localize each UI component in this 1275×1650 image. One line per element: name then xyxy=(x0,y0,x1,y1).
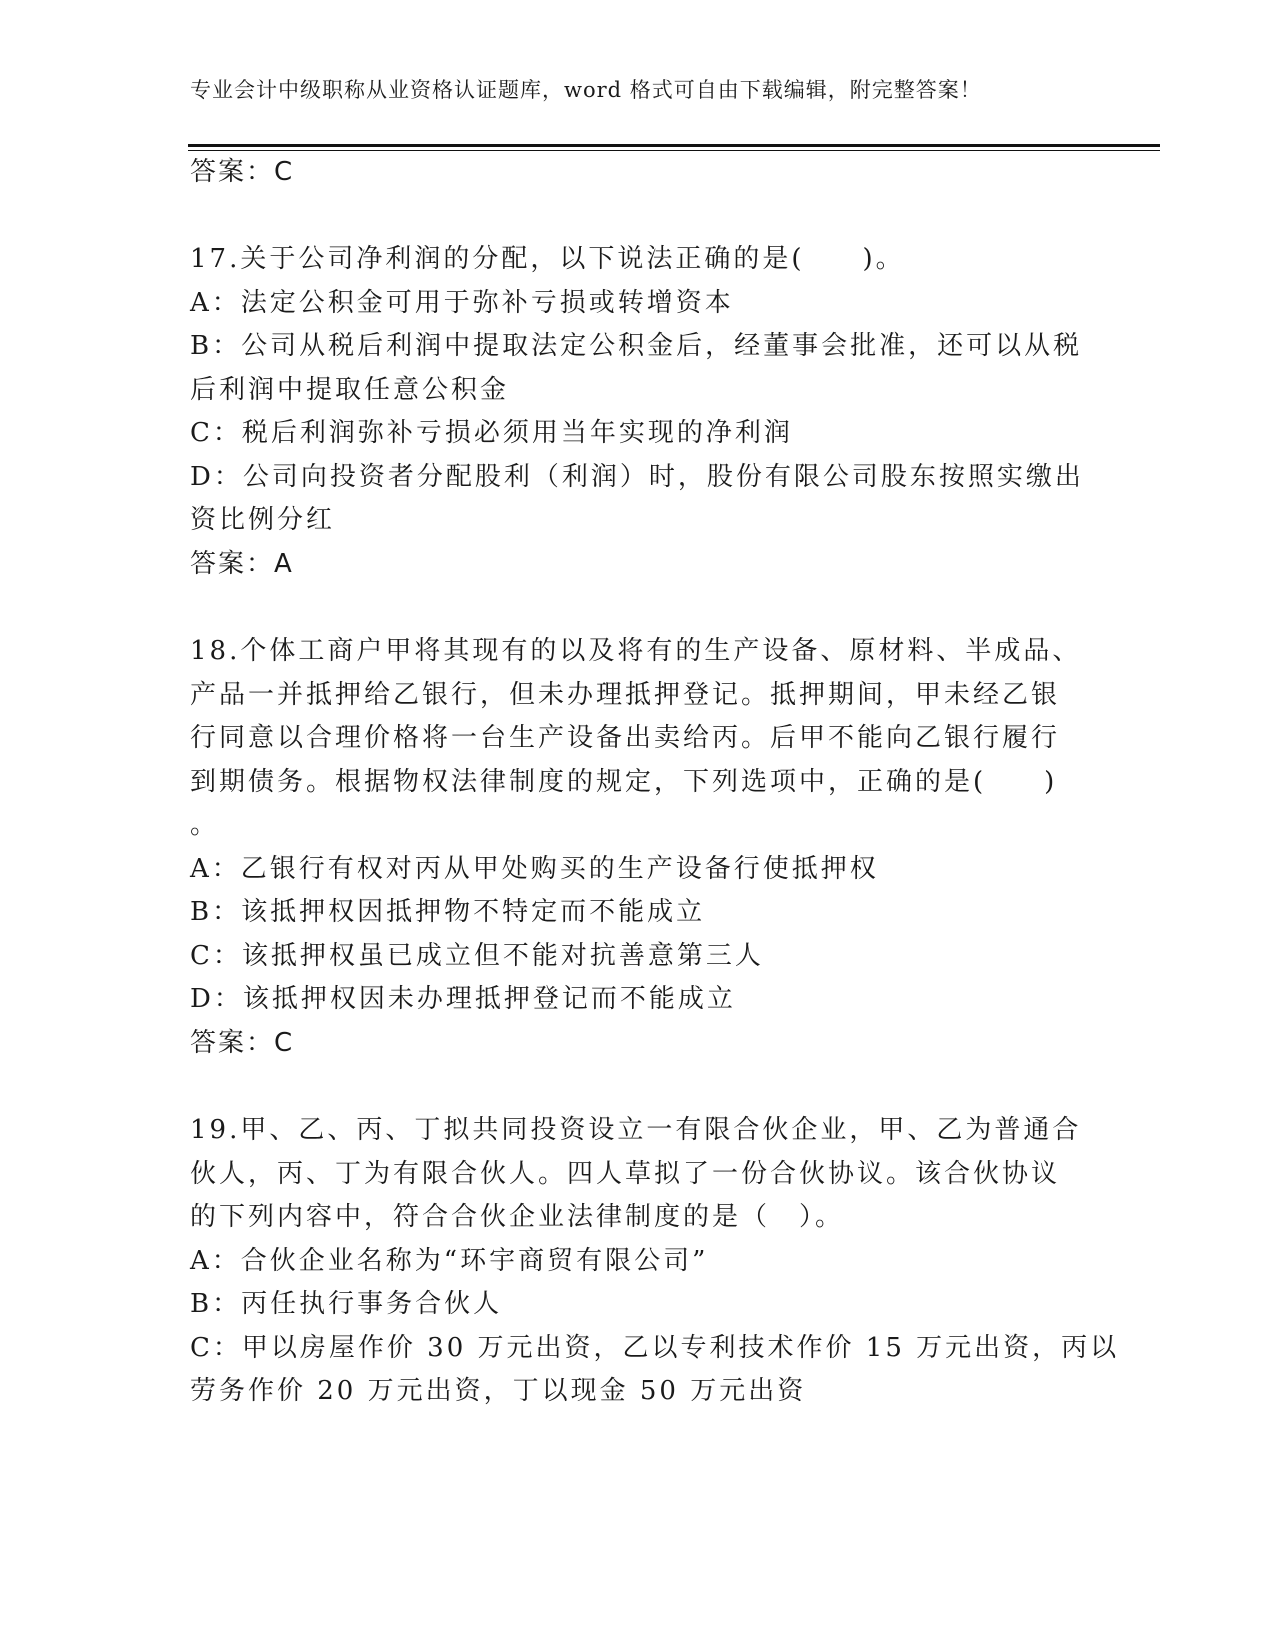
question-18-option-b: B：该抵押权因抵押物不特定而不能成立 xyxy=(190,897,706,927)
question-17-option-a: A：法定公积金可用于弥补亏损或转增资本 xyxy=(190,288,734,318)
answer-18: 答案：C xyxy=(190,1028,295,1058)
question-18-stem-line: 行同意以合理价格将一台生产设备出卖给丙。后甲不能向乙银行履行 xyxy=(190,723,1061,753)
question-19-option-b: B：丙任执行事务合伙人 xyxy=(190,1289,503,1319)
question-17-option-d-cont: 资比例分红 xyxy=(190,505,336,535)
question-17-option-c: C：税后利润弥补亏损必须用当年实现的净利润 xyxy=(190,418,793,448)
answer-17: 答案：A xyxy=(190,549,294,579)
question-18-option-d: D：该抵押权因未办理抵押登记而不能成立 xyxy=(190,984,736,1014)
question-17-option-d: D：公司向投资者分配股利（利润）时，股份有限公司股东按照实缴出 xyxy=(190,462,1084,492)
question-18-stem-line: 到期债务。根据物权法律制度的规定，下列选项中，正确的是( ) xyxy=(190,767,1058,797)
question-18-stem-line: 。 xyxy=(190,810,220,840)
question-19-option-a: A：合伙企业名称为“环宇商贸有限公司” xyxy=(190,1246,709,1276)
question-19-stem-line: 的下列内容中，符合合伙企业法律制度的是（ ）。 xyxy=(190,1202,845,1232)
header-divider-thin xyxy=(188,150,1160,151)
question-19-option-c: C：甲以房屋作价 30 万元出资，乙以专利技术作价 15 万元出资，丙以 xyxy=(190,1333,1120,1363)
question-17-option-b: B：公司从税后利润中提取法定公积金后，经董事会批准，还可以从税 xyxy=(190,331,1083,361)
question-18-option-a: A：乙银行有权对丙从甲处购买的生产设备行使抵押权 xyxy=(190,854,879,884)
question-17-stem: 17.关于公司净利润的分配，以下说法正确的是( )。 xyxy=(190,244,905,274)
question-19-stem-line: 19.甲、乙、丙、丁拟共同投资设立一有限合伙企业，甲、乙为普通合 xyxy=(190,1115,1082,1145)
question-18-stem-line: 产品一并抵押给乙银行，但未办理抵押登记。抵押期间，甲未经乙银 xyxy=(190,680,1061,710)
header-divider xyxy=(188,144,1160,147)
question-18-option-c: C：该抵押权虽已成立但不能对抗善意第三人 xyxy=(190,941,764,971)
question-18-stem-line: 18.个体工商户甲将其现有的以及将有的生产设备、原材料、半成品、 xyxy=(190,636,1082,666)
question-17-option-b-cont: 后利润中提取任意公积金 xyxy=(190,375,510,405)
question-19-stem-line: 伙人，丙、丁为有限合伙人。四人草拟了一份合伙协议。该合伙协议 xyxy=(190,1159,1061,1189)
question-19-option-c-cont: 劳务作价 20 万元出资，丁以现金 50 万元出资 xyxy=(190,1376,807,1406)
page-header: 专业会计中级职称从业资格认证题库，word 格式可自由下载编辑，附完整答案！ xyxy=(190,78,982,102)
answer-16: 答案：C xyxy=(190,157,295,187)
